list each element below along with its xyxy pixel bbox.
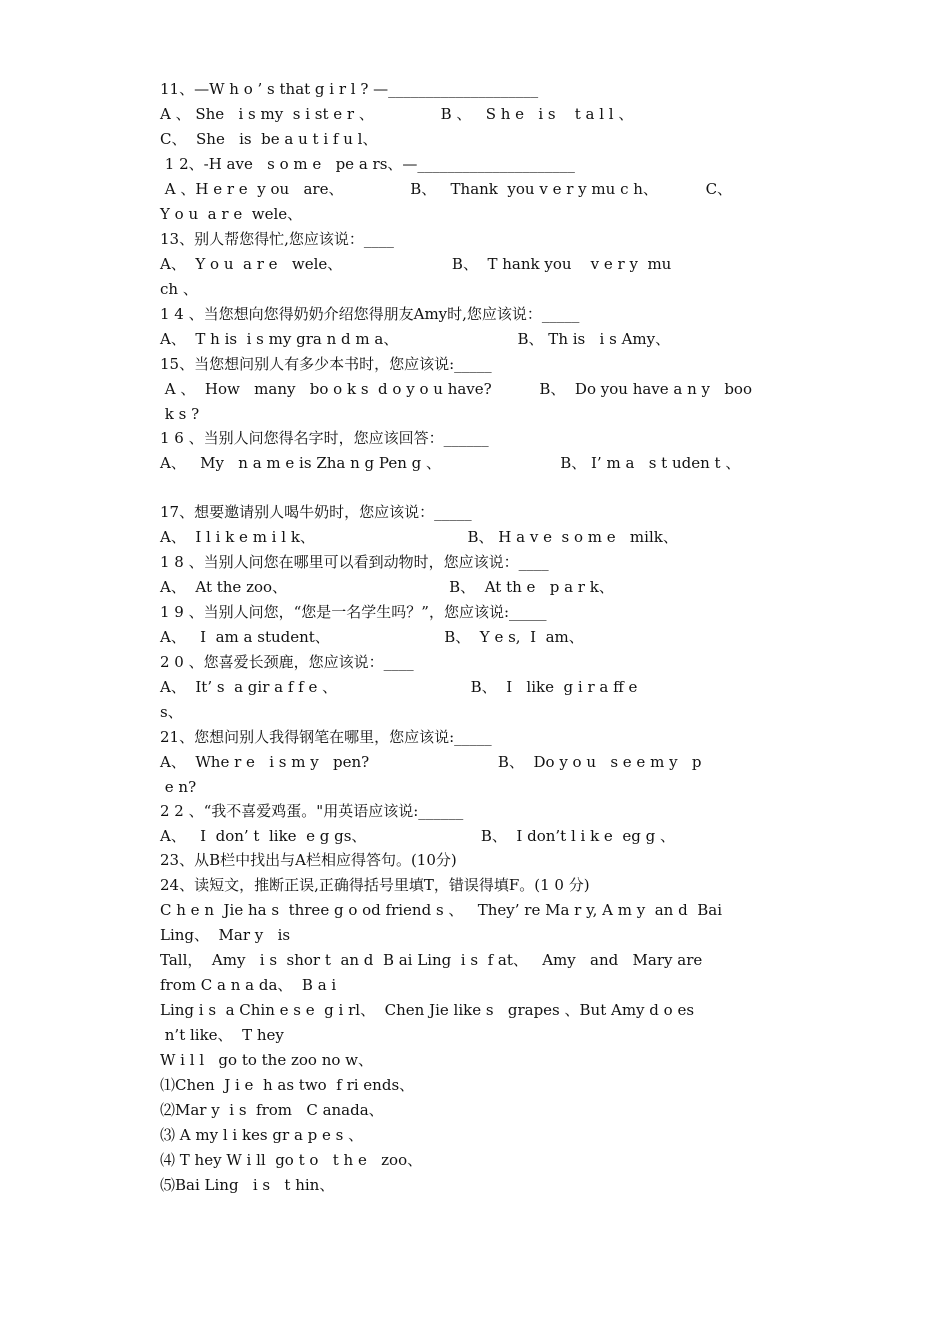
q13-options-cont: ch 、 [160,280,198,298]
q12-options: A 、H e r e y ou are、 B、 Thank you v e r y mu c h、 C、 [160,180,733,198]
statement-2: ⑵Mar y i s from C anada、 [160,1101,384,1119]
passage-line-1: C h e n Jie ha s three g o od friend s 、 They’ re Ma r y, A m y an d Bai [160,901,722,919]
q17-options: A、 I l i k e m i l k、 B、 H a v e s o m e milk、 [160,528,678,546]
q13-options: A、 Y o u a r e wele、 B、 T hank you v e r y mu [160,255,672,273]
q23-heading: 23、从B栏中找出与A栏相应得答句。(10分) [160,851,457,869]
statement-1: ⑴Chen J i e h as two f ri ends、 [160,1076,415,1094]
q18-options: A、 At the zoo、 B、 At th e p a r k、 [160,578,614,596]
passage-line-2: Ling、 Mar y is [160,926,291,944]
statement-3: ⑶ A my l i kes gr a p e s 、 [160,1126,364,1144]
q17-stem: 17、想要邀请别人喝牛奶时，您应该说：_____ [160,503,472,521]
q21-options-cont: e n? [160,778,197,796]
q13-stem: 13、别人帮您得忙,您应该说：____ [160,230,394,248]
q15-options-cont: k s ? [160,405,200,423]
passage-line-7: W i l l go to the zoo no w、 [160,1051,374,1069]
passage-line-3: Tall， Amy i s shor t an d B ai Ling i s f at、 Amy and Mary are [160,951,703,969]
q12-option-c: Y o u a r e wele、 [160,205,303,223]
q19-stem: 1 9 、当别人问您，“您是一名学生吗？”，您应该说:_____ [160,603,547,621]
q20-stem: 2 0 、您喜爱长颈鹿，您应该说：____ [160,653,414,671]
q20-options-cont: s、 [160,703,183,721]
q15-stem: 15、当您想问别人有多少本书时，您应该说:_____ [160,355,492,373]
q14-stem: 1 4 、当您想向您得奶奶介绍您得朋友Amy时,您应该说：_____ [160,305,580,323]
q24-heading: 24、读短文，推断正误,正确得括号里填T，错误得填F。(1 0 分) [160,876,590,894]
q22-stem: 2 2 、“我不喜爱鸡蛋。"用英语应该说:______ [160,802,464,820]
statement-5: ⑸Bai Ling i s t hin、 [160,1176,335,1194]
q21-options: A、 Whe r e i s m y pen? B、 Do y o u s e e m y p [160,753,702,771]
statement-4: ⑷ T hey W i ll go t o t h e zoo、 [160,1151,423,1169]
q21-stem: 21、您想问别人我得钢笔在哪里，您应该说:_____ [160,728,492,746]
q11-stem: 11、—W h o ’ s that g i r l ? —____________________ [160,80,539,98]
passage-line-5: Ling i s a Chin e s e g i rl、 Chen Jie like s grapes 、But Amy d o es [160,1001,695,1019]
q15-options: A 、 How many bo o k s d o y o u have? B、 Do you have a n y boo [160,380,752,398]
q11-option-c: C、 She is be a u t i f u l、 [160,130,378,148]
q11-options-ab: A 、 She i s my s i st e r 、 B 、 S h e i s t a l l 、 [160,105,634,123]
q22-options: A、 I don’ t like e g gs、 B、 I don’t l i k e eg g 、 [160,827,675,845]
q18-stem: 1 8 、当别人问您在哪里可以看到动物时，您应该说：____ [160,553,549,571]
q19-options: A、 I am a student、 B、 Y e s, I am、 [160,628,584,646]
passage-line-6: n’t like、 T hey [160,1026,284,1044]
passage-line-4: from C a n a da、 B a i [160,976,337,994]
q14-options: A、 T h is i s my gra n d m a、 B、 Th is i s Amy、 [160,330,671,348]
q16-stem: 1 6 、当别人问您得名字时，您应该回答：______ [160,429,489,447]
q20-options: A、 It’ s a gir a f f e 、 B、 I like g i r a ff e [160,678,638,696]
q12-stem: 1 2、-H ave s o m e pe a rs、—_____________________ [160,155,575,173]
q16-options: A、 My n a m e is Zha n g Pen g 、 B、 I’ m a s t uden t 、 [160,454,741,472]
